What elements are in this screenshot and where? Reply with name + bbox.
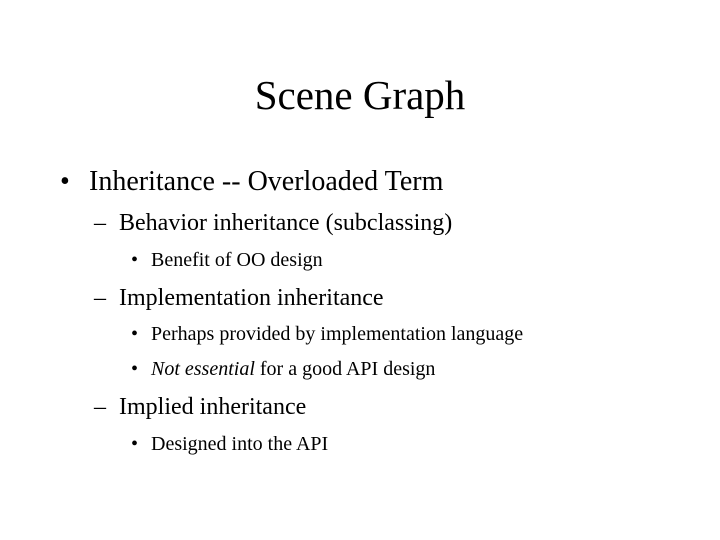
dash-marker: – [94, 285, 106, 311]
sub-sub-item-text: Designed into the API [151, 433, 329, 455]
bullet-text: Inheritance -- Overloaded Term [89, 166, 444, 197]
dash-marker: – [94, 210, 106, 236]
trailing-text: for a good API design [254, 358, 436, 380]
slide-title: Scene Graph [254, 72, 466, 118]
bullet-marker: • [131, 323, 139, 345]
sub-item-text: Implementation inheritance [119, 285, 384, 311]
sub-sub-item-text: Benefit of OO design [151, 249, 323, 271]
sub-sub-item-text: Perhaps provided by implementation language [151, 323, 524, 345]
emphasis-text: Not essential [151, 358, 255, 380]
dash-marker: – [94, 394, 106, 420]
sub-sub-item-text [151, 357, 435, 381]
bullet-marker: • [131, 358, 139, 380]
sub-item-text: Implied inheritance [119, 394, 307, 420]
sub-item-text: Behavior inheritance (subclassing) [119, 210, 453, 236]
bullet-marker: • [60, 166, 70, 197]
bullet-marker: • [131, 249, 139, 271]
bullet-marker: • [131, 433, 139, 455]
